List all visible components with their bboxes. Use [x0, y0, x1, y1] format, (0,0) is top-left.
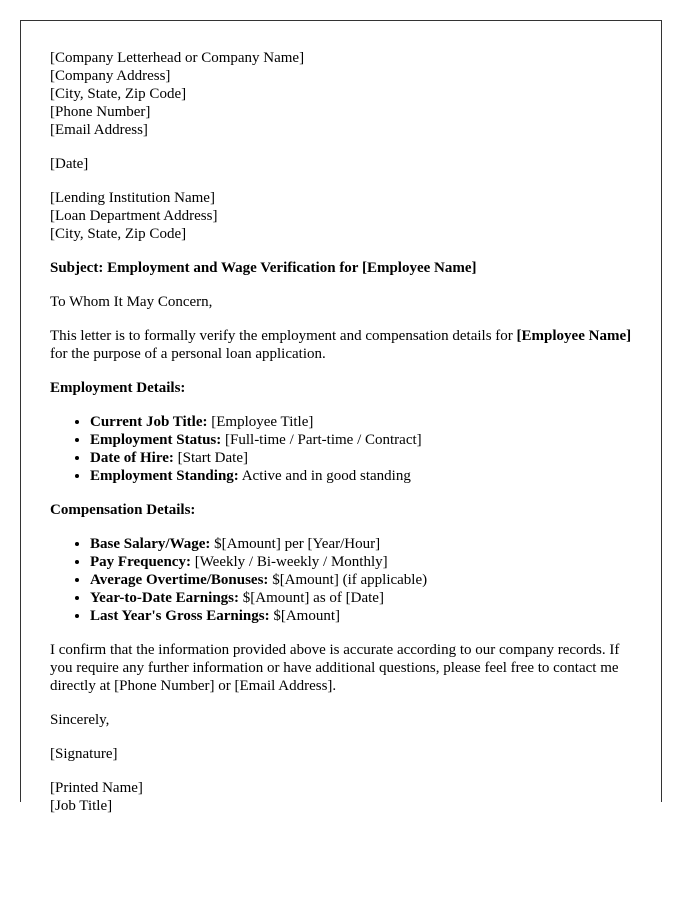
item-label: Last Year's Gross Earnings: — [90, 608, 270, 624]
letter-subject: Subject: Employment and Wage Verification for [Employee Name] — [50, 260, 477, 276]
list-item — [90, 467, 640, 485]
intro-paragraph — [50, 327, 640, 363]
item-value: $[Amount] (if applicable) — [268, 572, 428, 588]
confirmation-paragraph: I confirm that the information provided above is accurate according to our company records. If you require any further information or have additional questions, please feel free to contact me directly at [Phone Number] or [Email Address]. — [50, 642, 620, 694]
intro-employee-name: [Employee Name] — [516, 328, 632, 344]
sender-block — [50, 49, 640, 139]
sender-email: [Email Address] — [50, 122, 148, 138]
employment-details-list — [50, 413, 640, 485]
intro-text-before: This letter is to formally verify the employment and compensation details for — [50, 328, 517, 344]
recipient-department-address: [Loan Department Address] — [50, 208, 218, 224]
item-label: Employment Status: — [90, 432, 222, 448]
list-item — [90, 553, 640, 571]
item-label: Average Overtime/Bonuses: — [90, 572, 269, 588]
item-value: $[Amount] as of [Date] — [239, 590, 384, 606]
list-item — [90, 449, 640, 467]
printed-name: [Printed Name] — [50, 780, 143, 796]
item-label: Year-to-Date Earnings: — [90, 590, 239, 606]
list-item — [90, 431, 640, 449]
list-item — [90, 535, 640, 553]
item-value: [Full-time / Part-time / Contract] — [221, 432, 422, 448]
employment-details-heading: Employment Details: — [50, 380, 186, 396]
recipient-institution: [Lending Institution Name] — [50, 190, 215, 206]
item-value: [Employee Title] — [207, 414, 314, 430]
compensation-details-heading: Compensation Details: — [50, 502, 196, 518]
signature: [Signature] — [50, 746, 118, 762]
item-value: $[Amount] — [269, 608, 341, 624]
signatory-block — [50, 779, 640, 815]
closing: Sincerely, — [50, 712, 110, 728]
sender-address: [Company Address] — [50, 68, 171, 84]
item-value: [Start Date] — [173, 450, 248, 466]
intro-text-after: for the purpose of a personal loan application. — [50, 346, 326, 362]
letter-page — [20, 20, 662, 814]
letter-content — [50, 49, 640, 831]
list-item — [90, 413, 640, 431]
item-label: Date of Hire: — [90, 450, 174, 466]
salutation: To Whom It May Concern, — [50, 294, 213, 310]
list-item — [90, 571, 640, 589]
sender-company-name: [Company Letterhead or Company Name] — [50, 50, 305, 66]
item-label: Employment Standing: — [90, 468, 239, 484]
item-value: Active and in good standing — [238, 468, 411, 484]
list-item — [90, 589, 640, 607]
item-value: [Weekly / Bi-weekly / Monthly] — [190, 554, 388, 570]
date-block — [50, 155, 640, 173]
item-label: Current Job Title: — [90, 414, 208, 430]
list-item — [90, 607, 640, 625]
job-title: [Job Title] — [50, 798, 113, 814]
item-label: Base Salary/Wage: — [90, 536, 211, 552]
sender-phone: [Phone Number] — [50, 104, 151, 120]
recipient-block — [50, 189, 640, 243]
compensation-details-list — [50, 535, 640, 625]
recipient-city-state-zip: [City, State, Zip Code] — [50, 226, 187, 242]
sender-city-state-zip: [City, State, Zip Code] — [50, 86, 187, 102]
item-value: $[Amount] per [Year/Hour] — [210, 536, 381, 552]
letter-date: [Date] — [50, 156, 89, 172]
item-label: Pay Frequency: — [90, 554, 191, 570]
